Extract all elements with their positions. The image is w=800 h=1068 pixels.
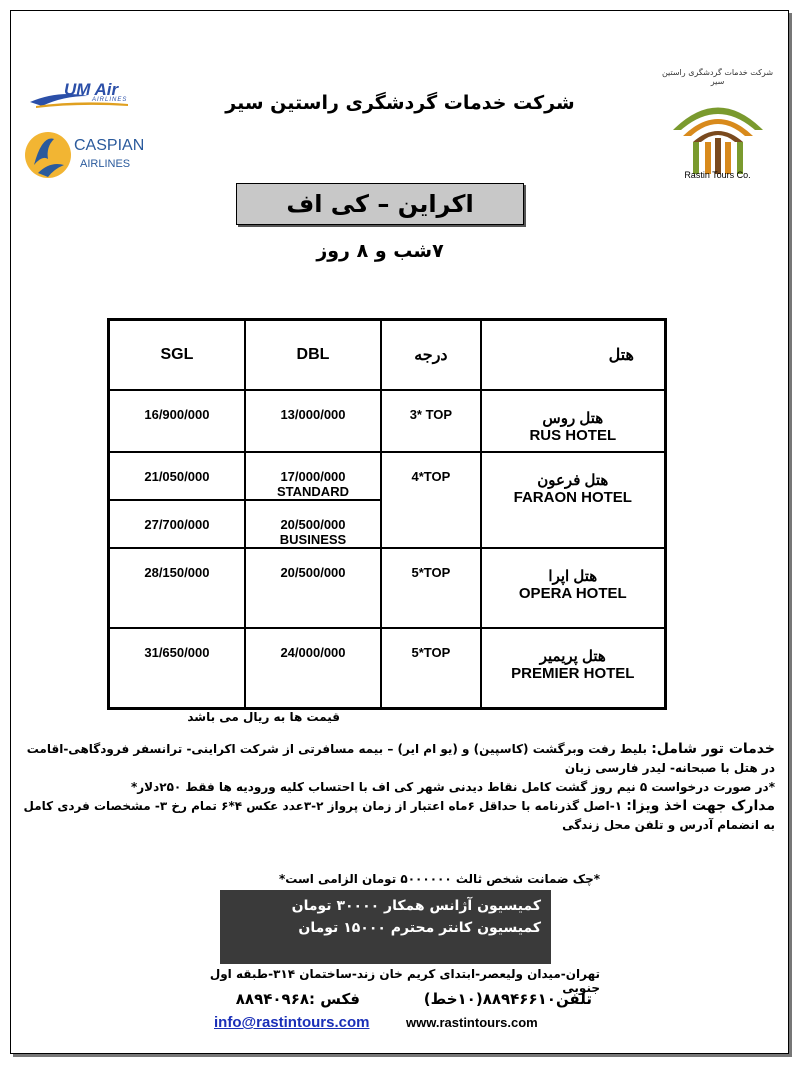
price-table (107, 318, 667, 710)
rastin-logo (655, 68, 780, 188)
sgl-price: 16/900/000 (109, 390, 245, 452)
fax: فکس :۸۸۹۴۰۹۶۸ (235, 990, 360, 1008)
email-link[interactable]: info@rastintours.com (214, 1014, 370, 1031)
hotel-name (481, 390, 666, 452)
company-name: شرکت خدمات گردشگری راستین سیر (225, 92, 575, 114)
hotel-grade: 5*TOP (381, 548, 480, 628)
dbl-price (245, 452, 381, 500)
sgl-price: 28/150/000 (109, 548, 245, 628)
rastin-logo-en: Rastin Tours Co. (684, 170, 751, 180)
phone: تلفن۸۸۹۴۶۶۱۰(۱۰خط) (423, 990, 592, 1008)
rastin-emblem-icon (663, 90, 773, 178)
hotel-name-fa: هتل پریمیر (539, 648, 606, 665)
visa-text: ۱-اصل گذرنامه با حداقل ۶ماه اعتبار از زمان پرواز ۲-۳عدد عکس ۴*۶ تمام رخ ۳- مشخصات فردی کامل به انضمام آدرس و تلفن محل زندگی (23, 799, 775, 832)
dbl-price: 13/000/000 (245, 390, 381, 452)
caspian-logo (24, 125, 145, 185)
um-air-sub: AIRLINES (92, 97, 128, 103)
hotel-name-en: RUS HOTEL (529, 427, 617, 444)
dbl-price (245, 500, 381, 548)
website[interactable]: www.rastintours.com (406, 1015, 538, 1030)
hotel-grade: 3* TOP (381, 390, 480, 452)
table-row (109, 628, 666, 708)
hotel-name-fa: هتل روس (542, 410, 604, 427)
visa-note (20, 797, 775, 835)
dbl-price-value: 17/000/000 (280, 469, 346, 484)
hotel-name (481, 548, 666, 628)
um-air-logo (28, 82, 140, 112)
header-sgl: SGL (109, 320, 245, 391)
optional-tour-note: *در صورت درخواست ۵ نیم روز گشت کامل نقاط دیدنی شهر کی اف با احتساب کلیه ورودیه ها فقط ۲۵۰دلار* (130, 780, 775, 794)
caspian-sub: AIRLINES (80, 158, 131, 170)
hotel-name (481, 452, 666, 548)
sgl-price: 27/700/000 (109, 500, 245, 548)
dbl-price-value: 20/500/000 (280, 517, 346, 532)
counter-commission: کمیسیون کانتر محترم ۱۵۰۰۰ تومان (298, 920, 541, 936)
currency-note: قیمت ها به ریال می باشد (187, 710, 340, 724)
sgl-price: 21/050/000 (109, 452, 245, 500)
hotel-name-en: OPERA HOTEL (518, 585, 627, 602)
hotel-name-fa: هتل اپرا (548, 568, 598, 585)
hotel-name-en: PREMIER HOTEL (511, 665, 635, 682)
hotel-grade: 4*TOP (381, 452, 480, 548)
address: تهران-میدان ولیعصر-ابتدای کریم خان زند-ساختمان ۳۱۴-طبقه اول جنوبی (209, 967, 600, 995)
hotel-grade: 5*TOP (381, 628, 480, 708)
hotel-name-fa: هتل فرعون (537, 472, 609, 489)
header-dbl: DBL (245, 320, 381, 391)
sgl-price: 31/650/000 (109, 628, 245, 708)
header-grade: درجه (381, 320, 480, 391)
header-hotel: هتل (481, 320, 666, 391)
destination-title: اکراین – کی اف (236, 183, 524, 225)
table-header-row (109, 320, 666, 391)
visa-label: مدارک جهت اخذ ویزا: (626, 798, 775, 814)
room-type: BUSINESS (279, 532, 347, 547)
duration-subtitle: ۷شب و ۸ روز (316, 240, 444, 262)
commission-box (220, 890, 551, 964)
table-row (109, 452, 666, 500)
table-row (109, 390, 666, 452)
hotel-name-en: FARAON HOTEL (513, 489, 632, 506)
caspian-name: CASPIAN (74, 137, 145, 154)
cheque-note: *چک ضمانت شخص ثالث ۵۰۰۰۰۰۰ تومان الزامی است* (278, 872, 600, 886)
table-row (109, 548, 666, 628)
services-text: بلیط رفت وبرگشت (کاسپین) و (یو ام ایر) – بیمه مسافرتی از شرکت اکراینی- ترانسفر فرودگاهی-اقامت در هتل با صبحانه- لیدر فارسی زبان (26, 742, 775, 775)
um-air-name: UM Air (64, 80, 119, 99)
room-type: STANDARD (277, 484, 349, 499)
hotel-name (481, 628, 666, 708)
agency-commission: کمیسیون آژانس همکار ۳۰۰۰۰ تومان (291, 898, 541, 914)
caspian-emblem-icon (24, 125, 74, 185)
services-note (20, 740, 775, 778)
dbl-price: 24/000/000 (245, 628, 381, 708)
dbl-price: 20/500/000 (245, 548, 381, 628)
rastin-logo-fa: شرکت خدمات گردشگری راستین سیر (661, 68, 774, 86)
tour-notes (20, 740, 775, 835)
services-label: خدمات تور شامل: (651, 741, 775, 757)
